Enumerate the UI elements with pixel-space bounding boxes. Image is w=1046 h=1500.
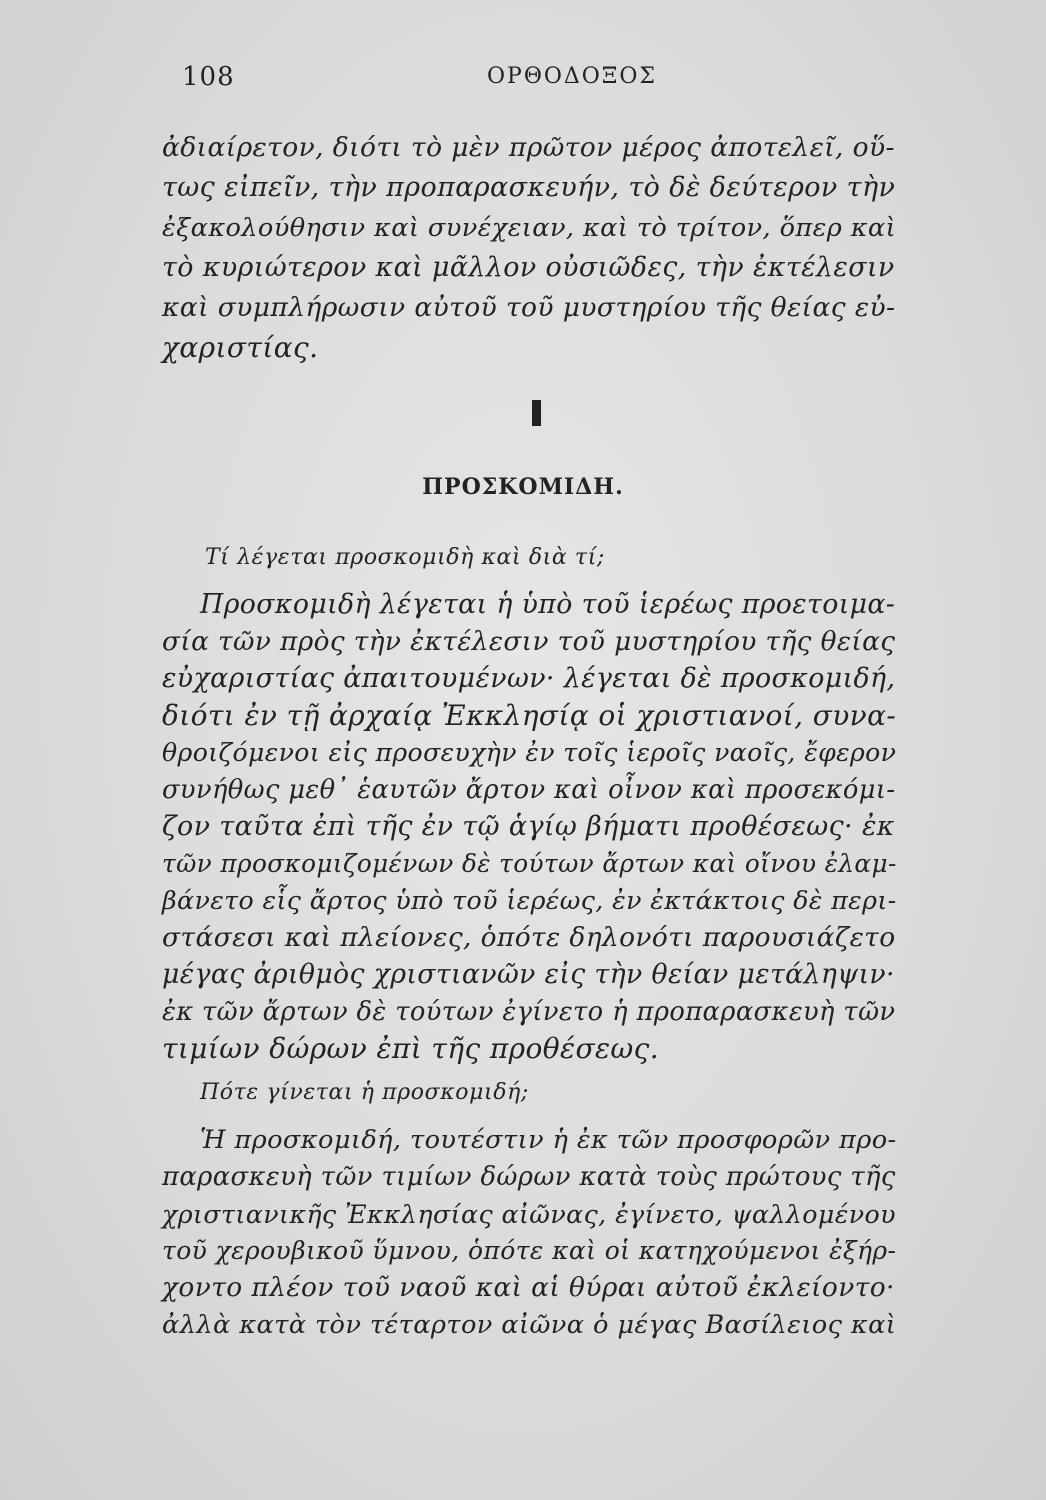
- text-line: θροιζόμενοι εἰς προσευχὴν ἐν τοῖς ἱεροῖς ναοῖς, ἔφερον: [162, 738, 897, 767]
- text-line: χαριστίας.: [162, 331, 319, 364]
- text-line: χριστιανικῆς Ἐκκλησίας αἰῶνας, ἐγίνετο, ψαλλομένου: [162, 1199, 896, 1229]
- section-marker: [532, 400, 541, 426]
- text-line: Προσκομιδὴ λέγεται ἡ ὑπὸ τοῦ ἱερέως προετοιμα-: [200, 589, 896, 620]
- text-line: τῶν προσκομιζομένων δὲ τούτων ἄρτων καὶ οἴνου ἐλαμ-: [162, 849, 897, 878]
- text-line: τοῦ χερουβικοῦ ὕμνου, ὁπότε καὶ οἱ κατηχούμενοι ἐξήρ-: [162, 1236, 897, 1265]
- page-number: 108: [182, 62, 235, 92]
- text-line: παρασκευὴ τῶν τιμίων δώρων κατὰ τοὺς πρώτους τῆς: [162, 1162, 896, 1192]
- text-line: στάσεσι καὶ πλείονες, ὁπότε δηλονότι παρουσιάζετο: [162, 922, 896, 953]
- text-line: ἀδιαίρετον, διότι τὸ μὲν πρῶτον μέρος ἀποτελεῖ, οὕ-: [162, 132, 895, 163]
- text-line: ἐξακολούθησιν καὶ συνέχειαν, καὶ τὸ τρίτον, ὅπερ καὶ: [162, 213, 897, 243]
- text-line: τὸ κυριώτερον καὶ μᾶλλον οὐσιῶδες, τὴν ἐκτέλεσιν: [162, 252, 895, 283]
- text-line: ζον ταῦτα ἐπὶ τῆς ἐν τῷ ἁγίῳ βήματι προθέσεως· ἐκ: [162, 811, 895, 842]
- question-heading: Τί λέγεται προσκομιδὴ καὶ διὰ τί;: [205, 545, 605, 570]
- text-line: διότι ἐν τῇ ἀρχαίᾳ Ἐκκλησίᾳ οἱ χριστιανοί, συνα-: [162, 699, 897, 732]
- section-title: ΠΡΟΣΚΟΜΙΔΗ.: [422, 474, 624, 500]
- text-line: καὶ συμπλήρωσιν αὐτοῦ τοῦ μυστηρίου τῆς θείας εὐ-: [162, 292, 896, 323]
- text-line: τως εἰπεῖν, τὴν προπαρασκευήν, τὸ δὲ δεύτερον τὴν: [162, 172, 896, 203]
- text-line: τιμίων δώρων ἐπὶ τῆς προθέσεως.: [162, 1032, 660, 1065]
- text-line: εὐχαριστίας ἀπαιτουμένων· λέγεται δὲ προσκομιδή,: [162, 663, 896, 694]
- text-line: σία τῶν πρὸς τὴν ἐκτέλεσιν τοῦ μυστηρίου τῆς θείας: [162, 627, 896, 657]
- text-line: Ἡ προσκομιδή, τουτέστιν ἡ ἐκ τῶν προσφορῶν προ-: [200, 1125, 897, 1155]
- text-line: μέγας ἀριθμὸς χριστιανῶν εἰς τὴν θείαν μετάληψιν·: [162, 959, 895, 990]
- text-line: συνήθως μεθ᾽ ἑαυτῶν ἄρτον καὶ οἶνον καὶ προσεκόμι-: [162, 775, 896, 805]
- text-line: ἀλλὰ κατὰ τὸν τέταρτον αἰῶνα ὁ μέγας Βασίλειος καὶ: [162, 1310, 897, 1340]
- question-heading: Πότε γίνεται ἡ προσκομιδή;: [200, 1080, 529, 1105]
- text-line: ἐκ τῶν ἄρτων δὲ τούτων ἐγίνετο ἡ προπαρασκευὴ τῶν: [162, 997, 896, 1027]
- running-title: ΟΡΘΟΔΟΞΟΣ: [487, 64, 657, 89]
- text-line: βάνετο εἷς ἄρτος ὑπὸ τοῦ ἱερέως, ἐν ἐκτάκτοις δὲ περι-: [162, 886, 897, 915]
- text-line: χοντο πλέον τοῦ ναοῦ καὶ αἱ θύραι αὐτοῦ ἐκλείοντο·: [162, 1272, 895, 1303]
- page-header: [182, 62, 902, 98]
